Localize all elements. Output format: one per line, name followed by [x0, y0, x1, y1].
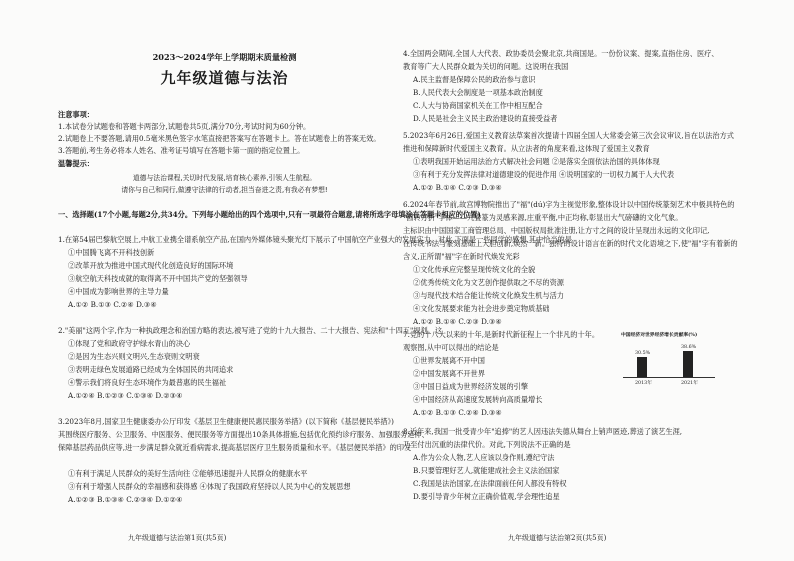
option: ①表明我国开始运用法治方式解决社会问题 ②是落实全面依法治国的具体体现	[413, 157, 660, 166]
option: ①体现了党和政府守护绿水青山的决心	[68, 339, 191, 348]
chart-value-label: 38.6%	[681, 344, 697, 350]
section-heading: 一、选择题(17个小题,每题2分,共34分。下列每小题给出的四个选项中,只有一项最符合题意,请将所选字母填涂在答题卡相应的位置)	[58, 210, 481, 219]
note-item: 1.本试卷分试题卷和答题卡两部分,试题卷共5页,满分70分,考试时间为60分钟。	[58, 122, 311, 131]
option: C.我国是法治国家,在法律面前任何人都没有特权	[413, 479, 567, 488]
question-stem: 2."美丽"这两个字,作为一种执政理念和治国方略的表达,被写进了党的十九大报告、二十大报告、宪法和"十四五"规划。这	[58, 326, 443, 335]
warm-tip-line: 道德与法治课程,关切时代发展,培育核心素养,引领人生航程。	[132, 174, 317, 182]
answer-choices: A.①② B.①④ C.②③ D.③④	[413, 317, 502, 326]
chart-x-axis	[623, 377, 715, 378]
option: B.人民代表大会制度是一项基本政治制度	[413, 88, 543, 97]
question-stem: 其围绕医疗服务、公卫服务、中医服务、便民服务等方面提出10条具体措施,包括优化预约诊疗服务、加强服务延伸、	[58, 430, 429, 439]
chart-category-label: 2021年	[681, 380, 699, 386]
question-stem: 保障基层药品供应等,进一步满足群众就近看病需求,提高基层医疗卫生服务质量和水平。《基层便民举措》的印发	[58, 443, 412, 452]
question-stem: 乃至付出沉重的法律代价。对此,下列说法不正确的是	[403, 440, 571, 449]
notes-label: 注意事项：	[58, 110, 94, 119]
answer-choices: A.①② B.①③ C.②④ D.③④	[68, 300, 157, 309]
answer-choices: A.①② B.①④ C.②③ D.③④	[413, 183, 502, 192]
option: ②中国发展离不开世界	[413, 369, 485, 378]
option: ④文化发展要求能为社会进步奠定物质基础	[413, 304, 550, 313]
option: D.人民是社会主义民主政治建设的直接受益者	[413, 114, 558, 123]
chart-bar	[637, 357, 647, 377]
page-footer-right: 九年级道德与法治第2页(共5页)	[508, 534, 607, 542]
question-stem: "圆转方折"字体——九叠篆为灵感来源,庄重平衡,中正均称,彰显出大气磅礴的文化气象。	[403, 213, 683, 222]
option: B.只要管理好艺人,就能建成社会主义法治国家	[413, 466, 560, 475]
option: ③航空航天科技成就的取得离不开中国共产党的坚强领导	[68, 274, 248, 283]
chart-bar	[683, 351, 693, 377]
question-stem: 7.党的十八大以来的十年,是新时代新征程上一个非凡的十年。	[403, 330, 600, 339]
option: ③与现代技术结合能让传统文化焕发生机与活力	[413, 291, 564, 300]
answer-choices: A.①② B.①③ C.②④ D.③④	[413, 408, 502, 417]
option: ②优秀传统文化为文艺创作提供取之不尽的资源	[413, 278, 564, 287]
option: ③有利于充分发挥法律对道德建设的促进作用 ④说明国家的一切权力属于人大代表	[413, 170, 675, 179]
chart-title: 中国经济对世界经济增长贡献率(%)	[621, 332, 698, 338]
question-stem: 含义,正所谓"福"字在新时代焕发光彩	[403, 252, 520, 261]
chart-value-label: 30.5%	[635, 350, 651, 356]
note-item: 2.试题卷上不要答题,请用0.5毫米黑色签字水笔直接把答案写在答题卡上。答在试题卷上的答案无效。	[58, 134, 381, 143]
question-stem: 观察图,从中可以得出的结论是	[403, 343, 499, 352]
warm-tip-line: 请你与自己和同行,做遵守法律的行动者,担当奋进之责,有我必有梦想!	[121, 186, 328, 194]
note-item: 3.答题前,考生务必将本人姓名、准考证号填写在答题卡第一面的指定位置上。	[58, 146, 305, 155]
option: ④中国经济从高速度发展转向高质量增长	[413, 395, 543, 404]
question-stem: 5.2023年6月26日,爱国主义教育法草案首次提请十四届全国人大常委会第三次会议审议,旨在以法治方式	[403, 131, 734, 140]
page-footer-left: 九年级道德与法治第1页(共5页)	[128, 534, 227, 542]
question-stem: 教育等广大人民群众最为关切的问题。这说明在我国	[403, 62, 569, 71]
question-stem: 1.在第54届巴黎航空展上,中航工业携全谱系航空产品,在国内外媒体镜头聚光灯下展示了中国航空产业强大的发展实力。对此,下面是一些同学的感想,其中恰当的是	[58, 235, 572, 244]
option: ①中国腾飞离不开科技创新	[68, 248, 155, 257]
option: A.作为公众人物,艺人应该以身作则,遵纪守法	[413, 453, 555, 462]
option: ④警示我们将良好生态环境作为最普惠的民生福祉	[68, 378, 227, 387]
question-stem: 3.2023年8月,国家卫生健康委办公厅印发《基层卫生健康便民惠民服务举措》(以下简称《基层便民举措》)	[58, 417, 394, 426]
option: ②改革开放为推进中国式现代化创造良好的国际环境	[68, 261, 234, 270]
exam-header: 2023～2024学年上学期期末质量检测	[152, 52, 297, 62]
option: ④中国成为影响世界的主导力量	[68, 287, 169, 296]
chart-category-label: 2013年	[635, 380, 653, 386]
option: ①有利于满足人民群众的美好生活向往 ②能够迅速提升人民群众的健康水平	[68, 469, 308, 478]
answer-choices: A.①②③ B.①③④ C.②③④ D.①②④	[68, 495, 183, 504]
warm-tip-label: 温馨提示：	[58, 159, 94, 168]
option: ③表明走绿色发展道路已经成为全体国民的共同追求	[68, 365, 234, 374]
exam-title: 九年级道德与法治	[160, 69, 289, 87]
question-stem: 主标识由中国国家工商管理总局、中国版权局批准注册,让方寸之间的设计呈现出永远的文化印记,	[403, 226, 710, 235]
option: ①世界发展离不开中国	[413, 356, 485, 365]
option: A.民主监督是保障公民的政治参与意识	[413, 75, 536, 84]
answer-choices: A.①②④ B.①②③ C.①③④ D.②③④	[68, 391, 183, 400]
economy-contribution-chart	[621, 333, 717, 387]
question-stem: 4.全国两会期间,全国人大代表、政协委员会聚北京,共商国是。一份份议案、提案,直指住房、医疗、	[403, 49, 719, 58]
option: C.人大与协商国家机关在工作中相互配合	[413, 101, 543, 110]
question-stem: 推进和保障新时代爱国主义教育。从立法者的角度来看,这体现了爱国主义教育	[403, 144, 650, 153]
question-stem: 6.2024年春节前,故宫博物院推出了"福"(dú)字为主视觉形象,整体设计以中国传统篆刻艺术中极具特色的	[403, 200, 735, 209]
question-stem: 8.近年来,我国一批受青少年"追捧"的艺人因违法失德从舞台上销声匿迹,葬送了演艺生涯,	[403, 427, 683, 436]
option: ③有利于增强人民群众的幸福感和获得感 ④体现了我国政府坚持以人民为中心的发展思想	[68, 482, 351, 491]
right-page	[403, 0, 743, 561]
option: ②是因为生态兴则文明兴,生态衰则文明衰	[68, 352, 200, 361]
option: D.要引导青少年树立正确价值观,学会理性追星	[413, 492, 560, 501]
option: ①文化传承应完整呈现传统文化的全貌	[413, 265, 536, 274]
question-stem: 在传统书法与篆刻基础上大胆创新,焕然一新。独特的设计语言在新的时代文化语境之下,使"福"字有着新的	[403, 239, 738, 248]
option: ③中国日益成为世界经济发展的引擎	[413, 382, 529, 391]
